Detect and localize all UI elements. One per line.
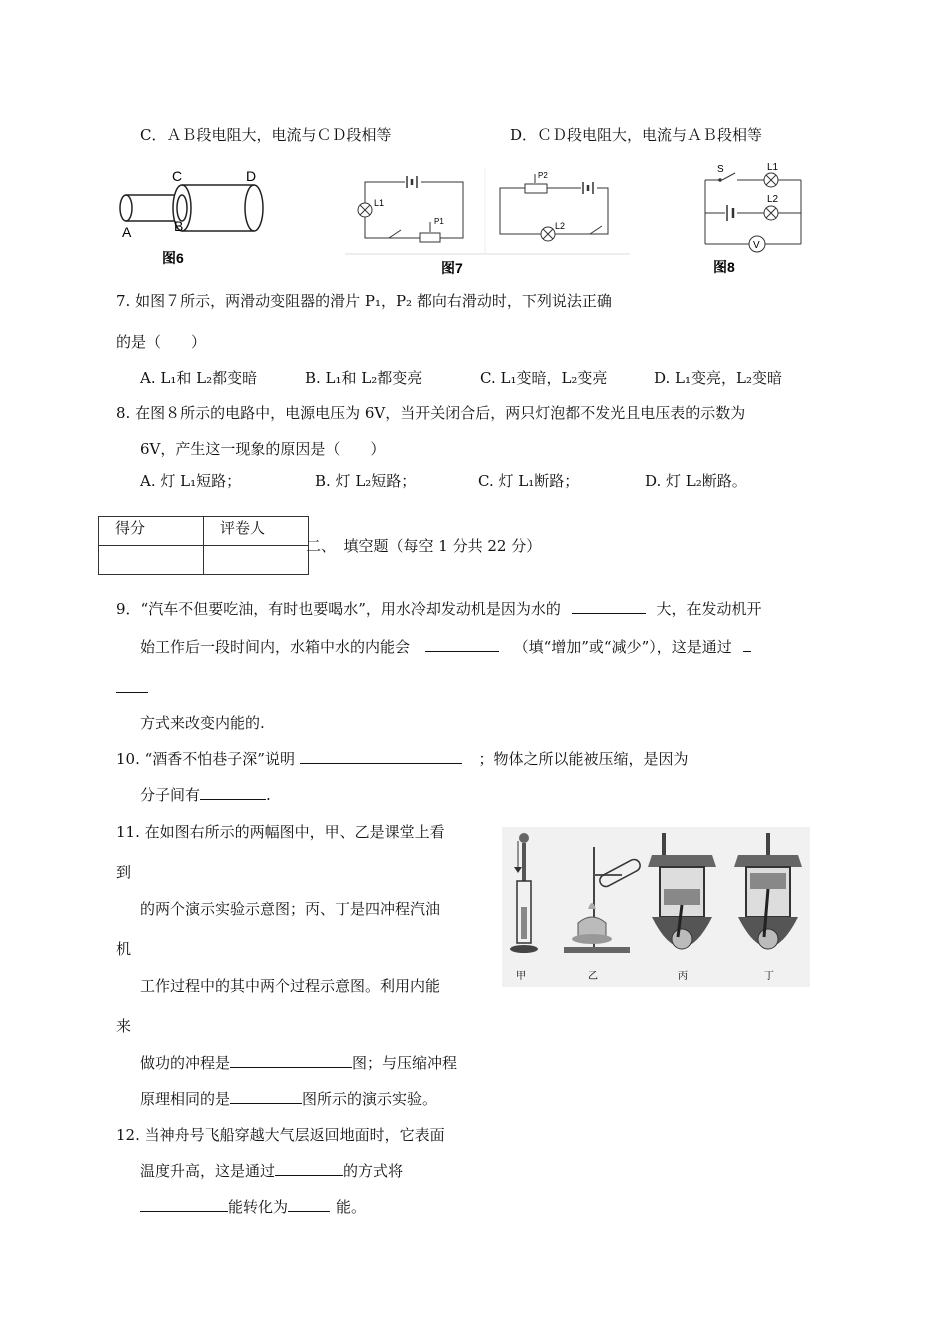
- q12-line3: [140, 1196, 366, 1217]
- q6-option-c: C．ＡＢ段电阻大，电流与ＣＤ段相等: [140, 126, 392, 144]
- q11-blank-2[interactable]: [230, 1089, 302, 1104]
- figure-11-experiments: [502, 827, 810, 987]
- q12-blank-3[interactable]: [288, 1197, 330, 1212]
- q11-line2-wrap: 机: [116, 940, 132, 958]
- q7-option-a: A. L₁和 L₂都变暗: [140, 369, 258, 387]
- q12-line1: 12. 当神舟号飞船穿越大气层返回地面时，它表面: [116, 1126, 445, 1144]
- fig6-caption: 图6: [162, 250, 184, 266]
- q9-blank-3b[interactable]: [116, 678, 148, 693]
- q7-option-b: B. L₁和 L₂都变亮: [305, 369, 423, 387]
- q12-line2: [140, 1160, 403, 1181]
- q8-option-b: B. 灯 L₂短路；: [315, 472, 417, 490]
- grader-cell[interactable]: [204, 546, 309, 575]
- q11-line4: [140, 1052, 457, 1073]
- q11-line1-wrap: 到: [116, 863, 132, 881]
- q11-line3-wrap: 来: [116, 1017, 132, 1035]
- score-header: 得分: [99, 517, 204, 546]
- q7-option-c: C. L₁变暗，L₂变亮: [480, 369, 608, 387]
- score-cell[interactable]: [99, 546, 204, 575]
- q6-option-d: D．ＣＤ段电阻大，电流与ＡＢ段相等: [510, 126, 763, 144]
- q9-line1-text-b: 大，在发动机开: [656, 600, 762, 618]
- fig8-label-l1: L1: [767, 162, 779, 173]
- q9-blank-3a[interactable]: [743, 637, 751, 652]
- q12-line3-text-a: 能转化为: [228, 1198, 289, 1216]
- q9-blank-2[interactable]: [425, 637, 499, 652]
- q11-line4-text-b: 图；与压缩冲程: [352, 1054, 458, 1072]
- fig7-caption: 图7: [441, 260, 463, 276]
- q11-line4-text-a: 做功的冲程是: [140, 1054, 231, 1072]
- fig11-label-ding: 丁: [764, 971, 774, 982]
- q9-line2: [140, 636, 751, 657]
- figure-6-conductor: [112, 165, 287, 270]
- q10-blank-1[interactable]: [300, 749, 462, 764]
- q11-line5: [140, 1088, 437, 1109]
- q10-blank-2[interactable]: [200, 785, 266, 800]
- q7-option-d: D. L₁变亮，L₂变暗: [654, 369, 782, 387]
- q9-line1-text-a: 9．“汽车不但要吃油，有时也要喝水”，用水冷却发动机是因为水的: [116, 600, 561, 618]
- score-table: [98, 516, 309, 575]
- fig8-label-l2: L2: [767, 194, 779, 205]
- fig7-label-p1: P1: [434, 217, 444, 226]
- q11-line1: 11. 在如图右所示的两幅图中，甲、乙是课堂上看: [116, 823, 445, 841]
- q9-line1: [116, 598, 761, 619]
- section-2-heading: 二、 填空题（每空 1 分共 22 分）: [306, 537, 542, 555]
- q9-blank-1[interactable]: [572, 599, 646, 614]
- q10-line2-text-a: 分子间有: [140, 786, 201, 804]
- fig11-label-yi: 乙: [588, 971, 598, 982]
- q7-stem-line1: 7. 如图７所示，两滑动变阻器的滑片 P₁，P₂ 都向右滑动时，下列说法正确: [116, 292, 612, 310]
- q10-line2: [140, 784, 271, 805]
- fig8-label-v: V: [753, 240, 760, 251]
- q10-line2-text-b: .: [266, 786, 271, 804]
- q11-line3: 工作过程中的其中两个过程示意图。利用内能: [140, 977, 441, 995]
- q11-line5-text-a: 原理相同的是: [140, 1090, 231, 1108]
- q12-line2-text-a: 温度升高，这是通过: [140, 1162, 276, 1180]
- q8-option-d: D. 灯 L₂断路。: [645, 472, 747, 490]
- q12-blank-1[interactable]: [275, 1161, 343, 1176]
- q11-line2: 的两个演示实验示意图；丙、丁是四冲程汽油: [140, 900, 441, 918]
- q8-option-c: C. 灯 L₁断路；: [478, 472, 580, 490]
- q12-line3-text-b: 能。: [336, 1198, 367, 1216]
- fig6-label-c: C: [172, 168, 183, 184]
- q8-stem-line1: 8. 在图８所示的电路中，电源电压为 6V，当开关闭合后，两只灯泡都不发光且电压表的示数为: [116, 404, 746, 422]
- q8-option-a: A. 灯 L₁短路；: [140, 472, 242, 490]
- q12-blank-2[interactable]: [140, 1197, 228, 1212]
- q10-line1: [116, 748, 689, 769]
- fig6-label-a: A: [122, 224, 132, 240]
- fig7-label-l1: L1: [374, 198, 385, 208]
- fig8-caption: 图8: [713, 259, 735, 275]
- fig11-label-jia: 甲: [516, 971, 526, 982]
- q9-line3: 方式来改变内能的.: [140, 714, 265, 732]
- q7-stem-line2: 的是（ ）: [116, 333, 207, 351]
- q10-line1-text-a: 10. “酒香不怕巷子深”说明: [116, 750, 295, 768]
- fig7-label-p2: P2: [538, 171, 548, 180]
- q11-blank-1[interactable]: [230, 1053, 352, 1068]
- fig11-label-bing: 丙: [678, 971, 688, 982]
- fig8-label-s: S: [717, 164, 724, 175]
- fig7-label-l2: L2: [555, 221, 566, 231]
- figure-8-circuit: [695, 158, 820, 276]
- fig6-label-b: B: [174, 218, 184, 234]
- q11-line5-text-b: 图所示的演示实验。: [302, 1090, 438, 1108]
- grader-header: 评卷人: [204, 517, 309, 546]
- figure-7-circuits: [345, 168, 635, 280]
- q12-line2-text-b: 的方式将: [343, 1162, 404, 1180]
- fig6-label-d: D: [246, 168, 257, 184]
- q8-stem-line2: 6V，产生这一现象的原因是（ ）: [140, 440, 386, 458]
- q9-line2-text-b: （填“增加”或“减少”），这是通过: [513, 638, 732, 656]
- q10-line1-text-b: ；物体之所以能被压缩，是因为: [478, 750, 689, 768]
- q9-line2-text-a: 始工作后一段时间内，水箱中水的内能会: [140, 638, 411, 656]
